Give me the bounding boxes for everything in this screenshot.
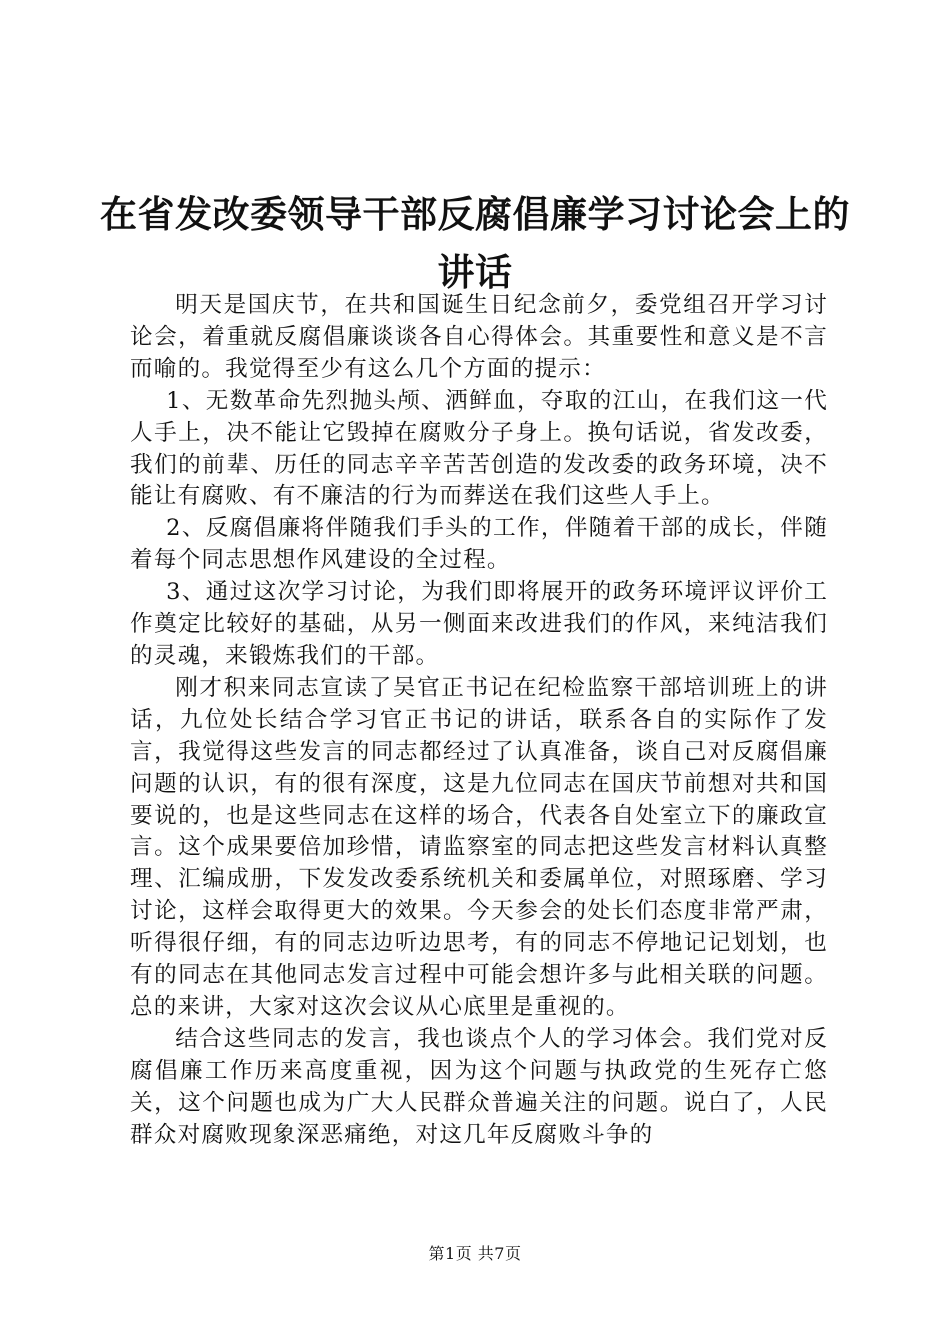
paragraph-point-2: 2、反腐倡廉将伴随我们手头的工作，伴随着干部的成长，伴随着每个同志思想作风建设的全过程。: [130, 515, 828, 574]
document-title: 在省发改委领导干部反腐倡廉学习讨论会上的讲话: [100, 191, 850, 294]
paragraph-speeches: 刚才积来同志宣读了吴官正书记在纪检监察干部培训班上的讲话，九位处长结合学习官正书记的讲话，联系各自的实际作了发言，我觉得这些发言的同志都经过了认真准备，谈自己对反腐倡廉问题的认识，有的很有深度，这是九位同志在国庆节前想对共和国要说的，也是这些同志在这样的场合，代表各自处室立下的廉政宣言。这个成果要倍加珍惜，请监察室的同志把这些发言材料认真整理、汇编成册，下发发改委系统机关和委属单位，对照琢磨、学习讨论，这样会取得更大的效果。今天参会的处长们态度非常严肃，听得很仔细，有的同志边听边思考，有的同志不停地记记划划，也有的同志在其他同志发言过程中可能会想许多与此相关联的问题。总的来讲，大家对这次会议从心底里是重视的。: [130, 674, 828, 1020]
page-footer: 第1页 共7页: [428, 1244, 522, 1263]
paragraph-reflection: 结合这些同志的发言，我也谈点个人的学习体会。我们党对反腐倡廉工作历来高度重视，因为这个问题与执政党的生死存亡悠关，这个问题也成为广大人民群众普遍关注的问题。说白了，人民群众对腐败现象深恶痛绝，对这几年反腐败斗争的: [130, 1025, 828, 1148]
paragraph-intro: 明天是国庆节，在共和国诞生日纪念前夕，委党组召开学习讨论会，着重就反腐倡廉谈谈各自心得体会。其重要性和意义是不言而喻的。我觉得至少有这么几个方面的提示：: [130, 292, 828, 382]
document-body: [130, 290, 828, 1151]
paragraph-point-1: 1、无数革命先烈抛头颅、洒鲜血，夺取的江山，在我们这一代人手上，决不能让它毁掉在腐败分子身上。换句话说，省发改委，我们的前辈、历任的同志辛辛苦苦创造的发改委的政务环境，决不能让有腐败、有不廉洁的行为而葬送在我们这些人手上。: [130, 387, 828, 510]
paragraph-point-3: 3、通过这次学习讨论，为我们即将展开的政务环境评议评价工作奠定比较好的基础，从另一侧面来改进我们的作风，来纯洁我们的灵魂，来锻炼我们的干部。: [130, 579, 828, 669]
